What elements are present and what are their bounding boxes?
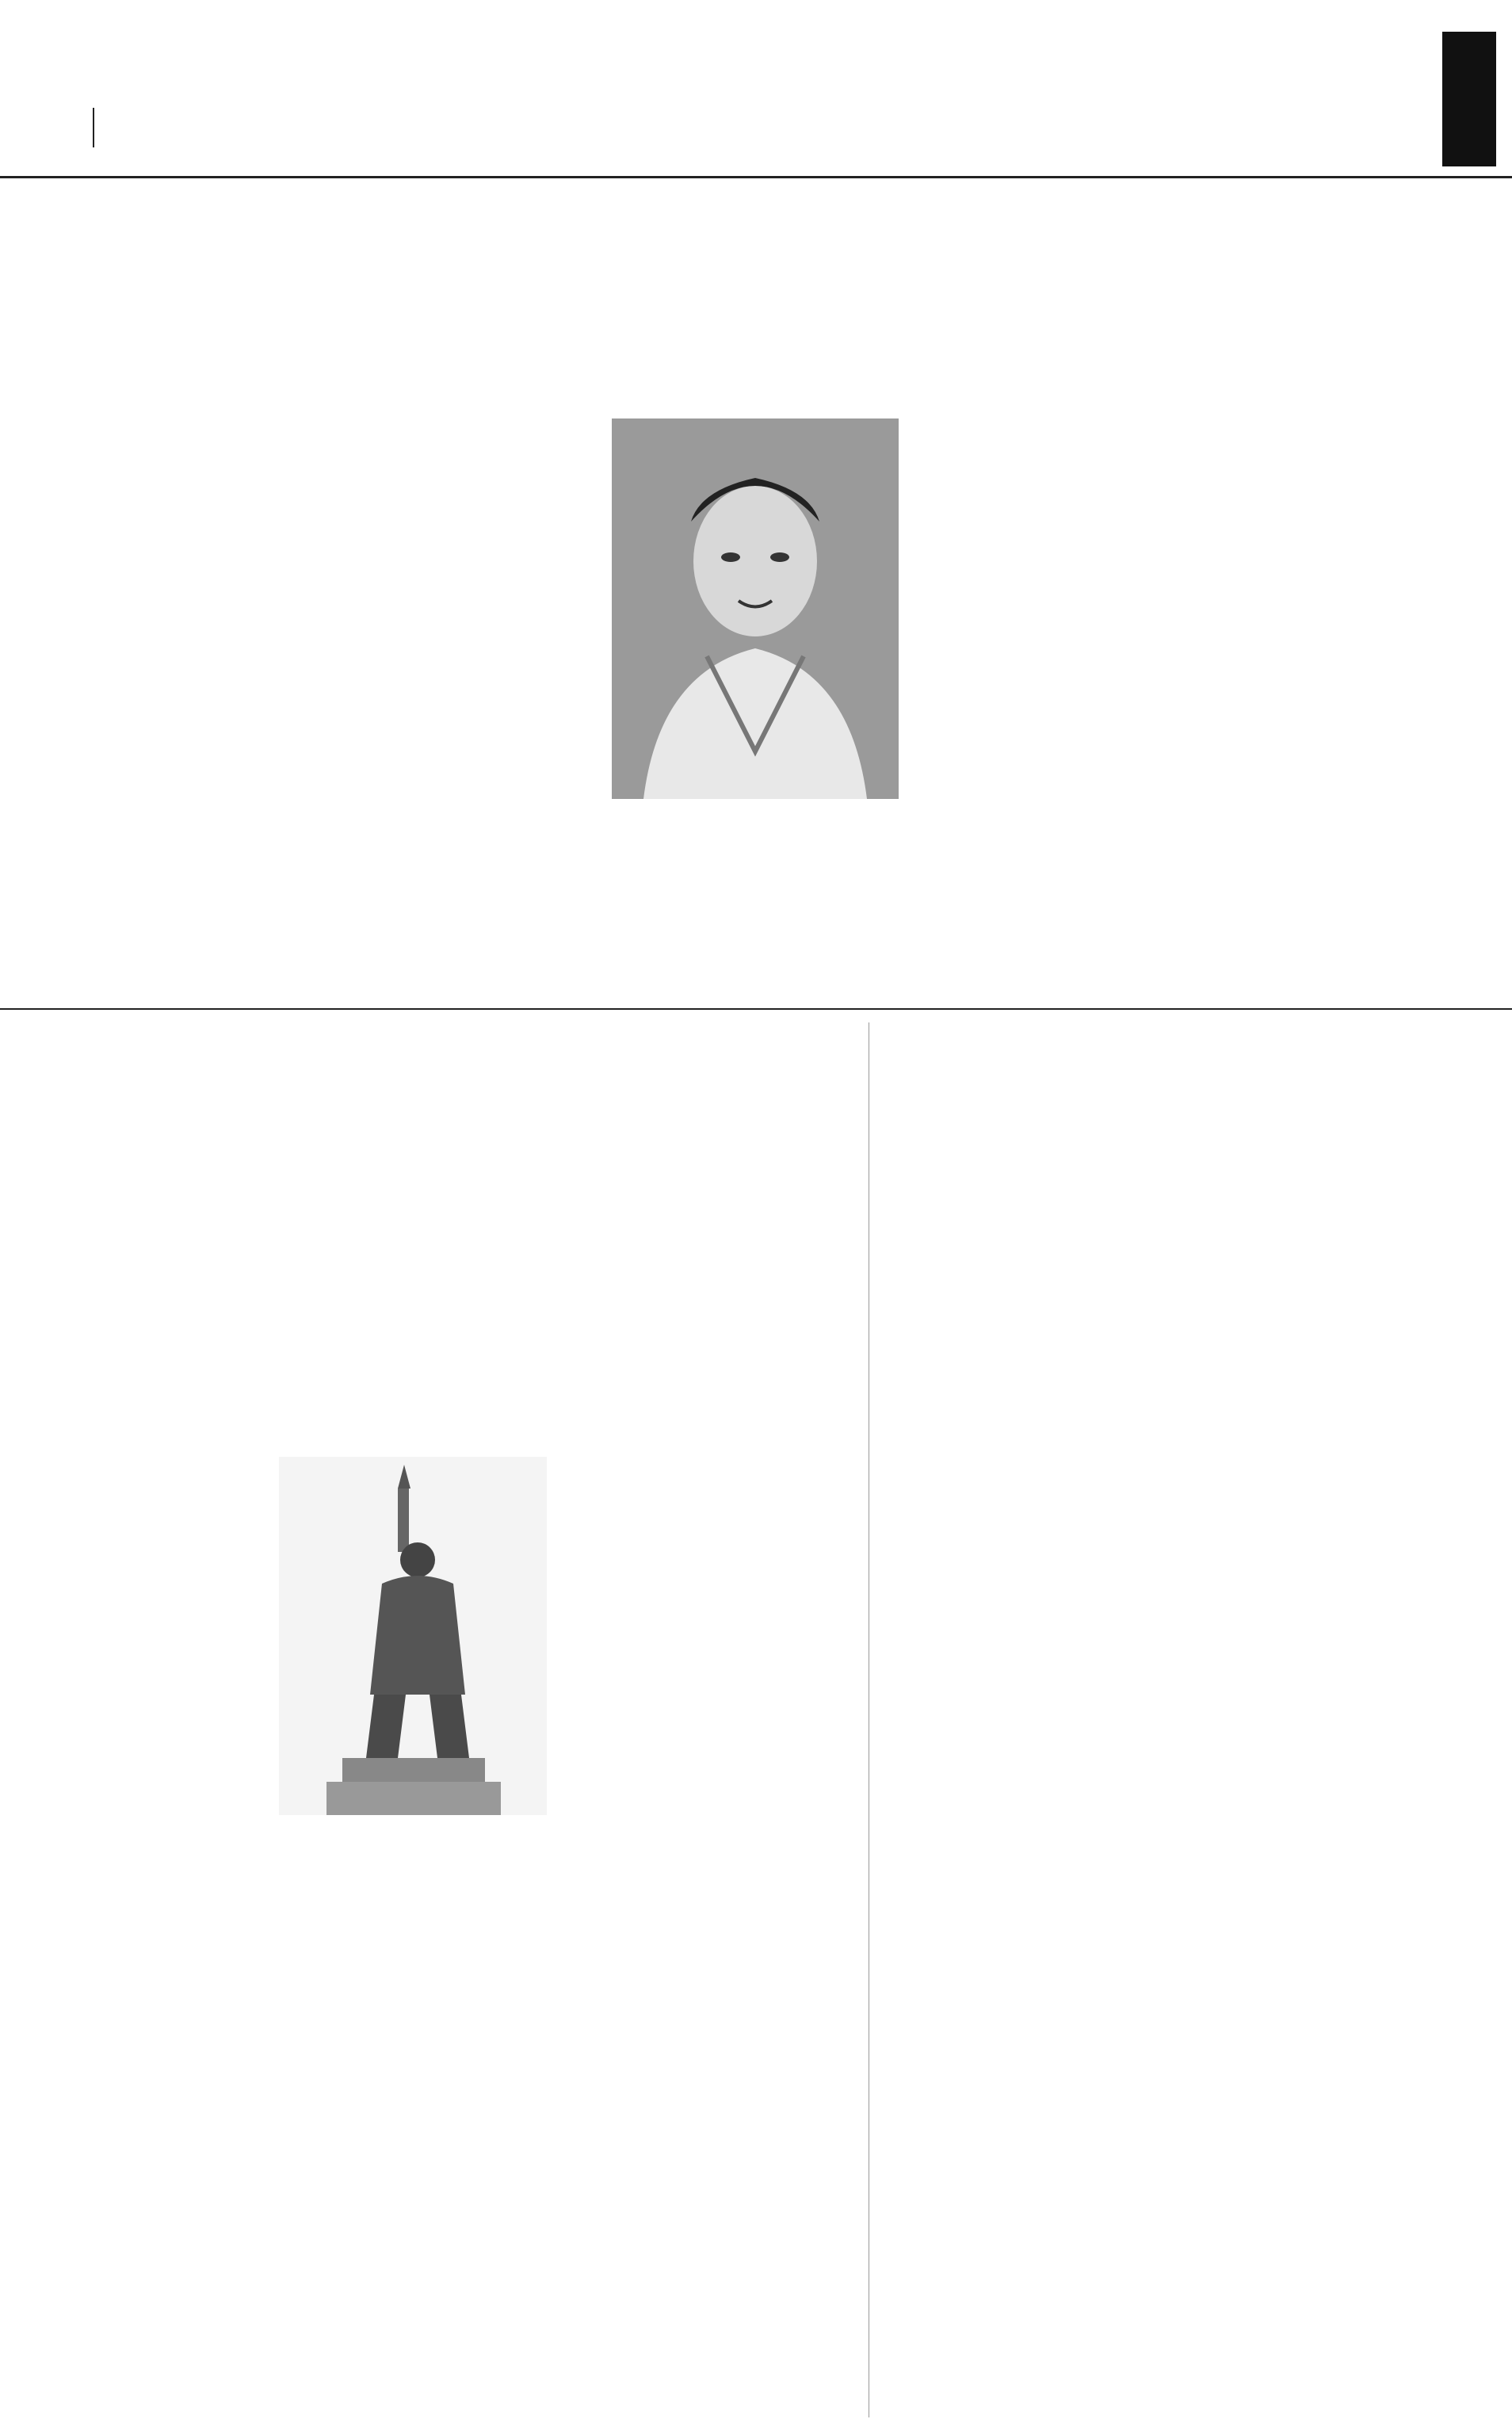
masthead-separator	[93, 108, 94, 147]
statue-illustration	[279, 1457, 547, 1815]
article2-column-2-bottom	[279, 1848, 547, 1856]
article2-column-1	[3, 1229, 271, 1232]
article2-column-3	[555, 1236, 823, 1244]
article1-column-5	[1227, 298, 1506, 306]
article3-column-2	[1200, 1221, 1506, 1229]
nazrul-portrait-photo	[612, 418, 899, 799]
portrait-illustration	[612, 418, 899, 799]
masthead-rule	[0, 176, 1512, 178]
article-separator	[0, 1008, 1512, 1010]
marti-statue-photo	[279, 1457, 547, 1837]
star-logo	[1442, 32, 1496, 166]
